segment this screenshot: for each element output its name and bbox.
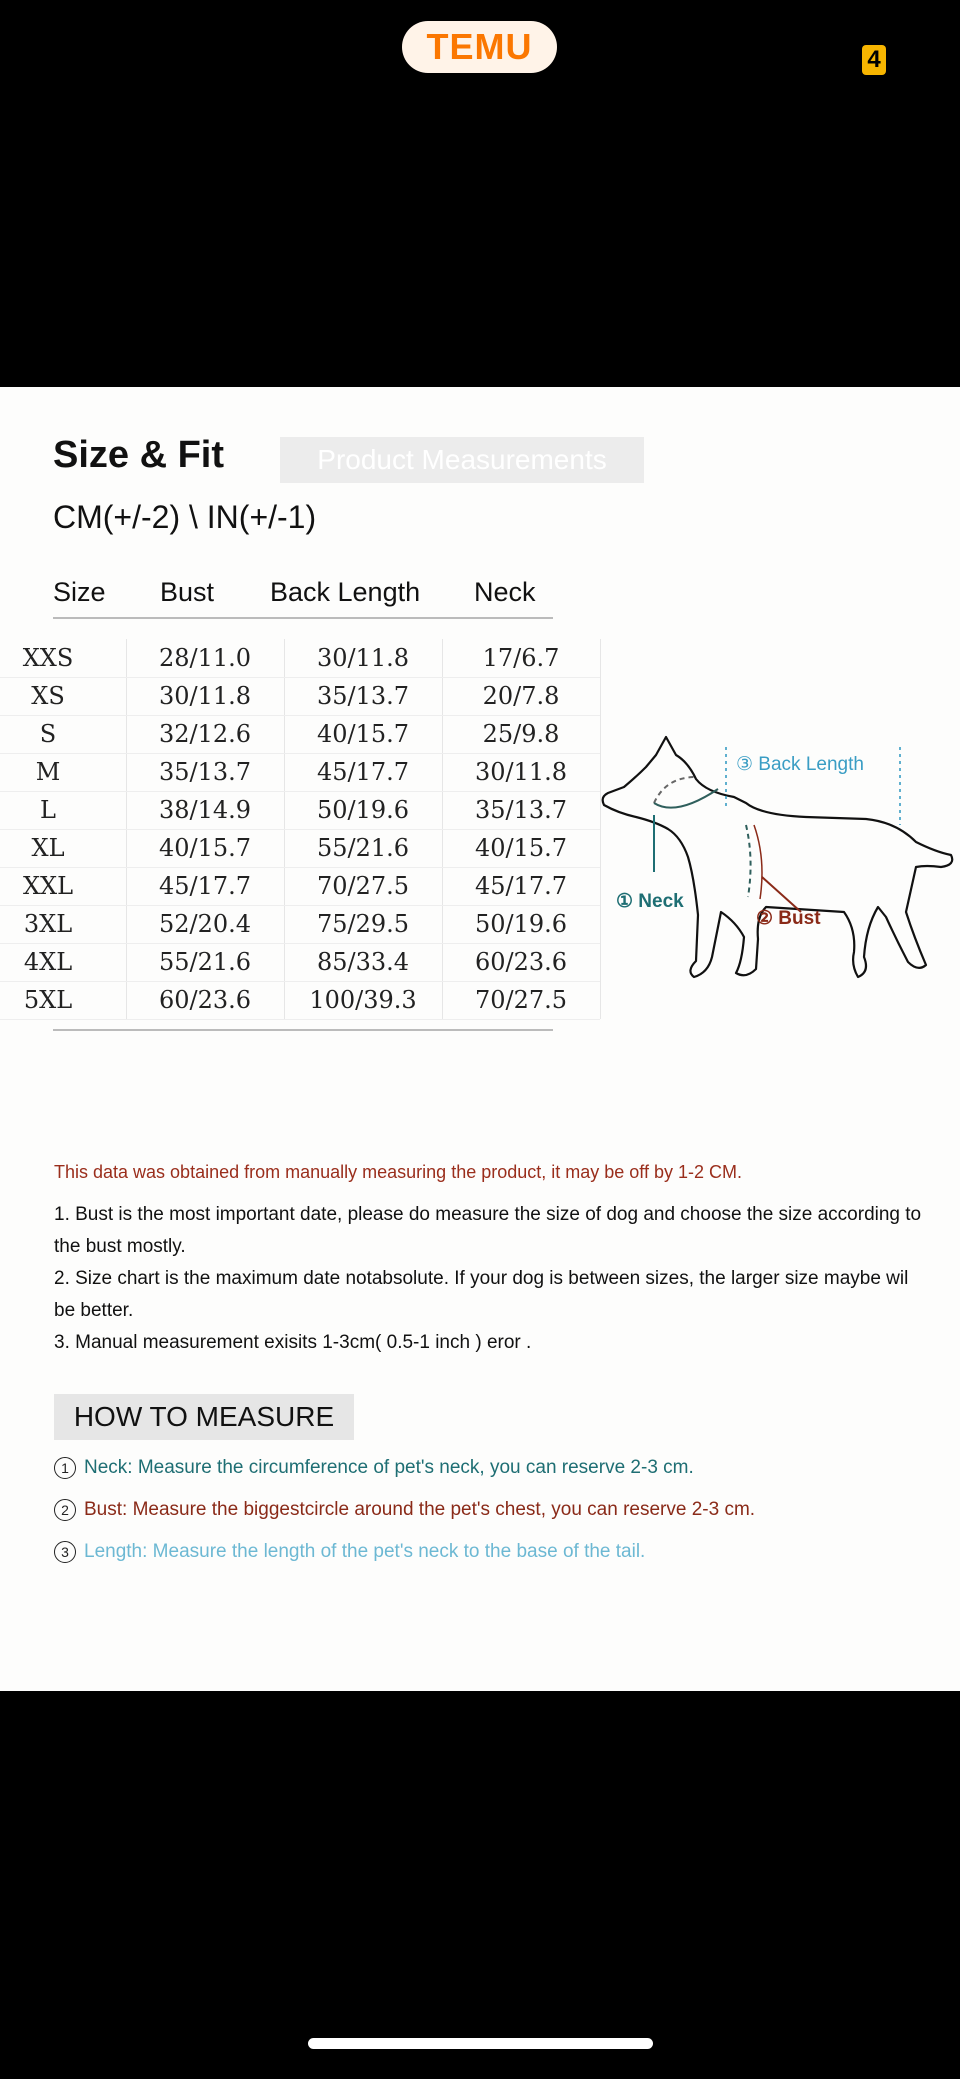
step-number-icon: 2 [54,1499,76,1521]
dog-measurement-diagram [596,707,960,1017]
neck-cell: 35/13.7 [474,796,568,824]
neck-cell: 40/15.7 [474,834,568,862]
table-row [0,943,600,982]
neck-cell: 20/7.8 [482,682,560,710]
neck-cell: 70/27.5 [474,986,568,1014]
size-cell: 4XL [23,948,73,976]
back-length-cell: 50/19.6 [316,796,410,824]
back-length-label: ③ Back Length [736,754,864,775]
bust-cell: 32/12.6 [158,720,252,748]
table-row [0,829,600,868]
size-cell: M [35,758,61,786]
temu-app-pill[interactable] [402,21,557,73]
table-row [0,791,600,830]
neck-cell: 17/6.7 [482,644,560,672]
header-neck: Neck [474,577,536,607]
back-length-cell: 35/13.7 [316,682,410,710]
header-divider [53,617,553,619]
bust-label: ② Bust [756,908,821,929]
step-number-icon: 3 [54,1541,76,1563]
home-indicator[interactable] [308,2038,653,2049]
back-length-cell: 100/39.3 [309,986,417,1014]
back-length-cell: 45/17.7 [316,758,410,786]
neck-cell: 45/17.7 [474,872,568,900]
step-bust [54,1499,755,1521]
back-length-cell: 85/33.4 [316,948,410,976]
table-row [0,905,600,944]
how-to-measure-heading: HOW TO MEASURE [54,1394,354,1440]
units-label: CM(+/-2) \ IN(+/-1) [53,499,317,535]
size-cell: XXS [22,644,74,672]
size-cell: XXL [22,872,74,900]
neck-cell: 25/9.8 [482,720,560,748]
table-row [0,867,600,906]
back-length-cell: 75/29.5 [316,910,410,938]
step-length [54,1541,645,1563]
step-neck [54,1457,694,1479]
table-row [0,715,600,754]
header-back-length: Back Length [270,577,421,607]
header-bust: Bust [160,577,215,607]
bust-cell: 40/15.7 [158,834,252,862]
page-title: Size & Fit [53,434,225,476]
table-bottom-line [53,1029,553,1031]
product-measurements-tab: Product Measurements [280,437,644,483]
size-cell: S [39,720,57,748]
back-length-cell: 70/27.5 [316,872,410,900]
table-row [0,639,600,678]
size-cell: L [40,796,56,824]
point-1: 1. Bust is the most important date, please do measure the size of dog and choose the size according to the bust mostly. [54,1204,922,1257]
bust-cell: 30/11.8 [158,682,252,710]
step-text: Length: Measure the length of the pet's neck to the base of the tail. [84,1541,646,1563]
bust-cell: 35/13.7 [158,758,252,786]
size-chart-image [0,387,960,1691]
size-cell: XS [31,682,65,710]
table-row [0,981,600,1020]
bust-cell: 38/14.9 [158,796,252,824]
size-table [0,639,600,1019]
bust-cell: 28/11.0 [158,644,252,672]
point-2: 2. Size chart is the maximum date notabsolute. If your dog is between sizes, the larger size maybe wil be better. [54,1268,909,1321]
size-cell: 3XL [23,910,73,938]
point-3: 3. Manual measurement exisits 1-3cm( 0.5-1 inch ) eror . [54,1332,532,1353]
step-text: Bust: Measure the biggestcircle around the pet's chest, you can reserve 2-3 cm. [84,1499,756,1521]
table-row [0,677,600,716]
neck-cell: 60/23.6 [474,948,568,976]
temu-label: TEMU [426,26,533,67]
step-text: Neck: Measure the circumference of pet's neck, you can reserve 2-3 cm. [84,1457,694,1479]
table-row [0,753,600,792]
bust-cell: 52/20.4 [158,910,252,938]
neck-cell: 30/11.8 [474,758,568,786]
notification-badge: 4 [862,45,886,75]
bust-cell: 45/17.7 [158,872,252,900]
step-number-icon: 1 [54,1457,76,1479]
status-area [0,0,960,387]
header-size: Size [53,577,106,607]
neck-cell: 50/19.6 [474,910,568,938]
back-length-cell: 40/15.7 [316,720,410,748]
bust-cell: 60/23.6 [158,986,252,1014]
accuracy-note: This data was obtained from manually measuring the product, it may be off by 1-2 CM. [54,1162,742,1182]
back-length-cell: 55/21.6 [316,834,410,862]
back-length-cell: 30/11.8 [316,644,410,672]
neck-label: ① Neck [616,891,684,912]
size-cell: XL [31,834,65,862]
bust-cell: 55/21.6 [158,948,252,976]
size-cell: 5XL [23,986,73,1014]
